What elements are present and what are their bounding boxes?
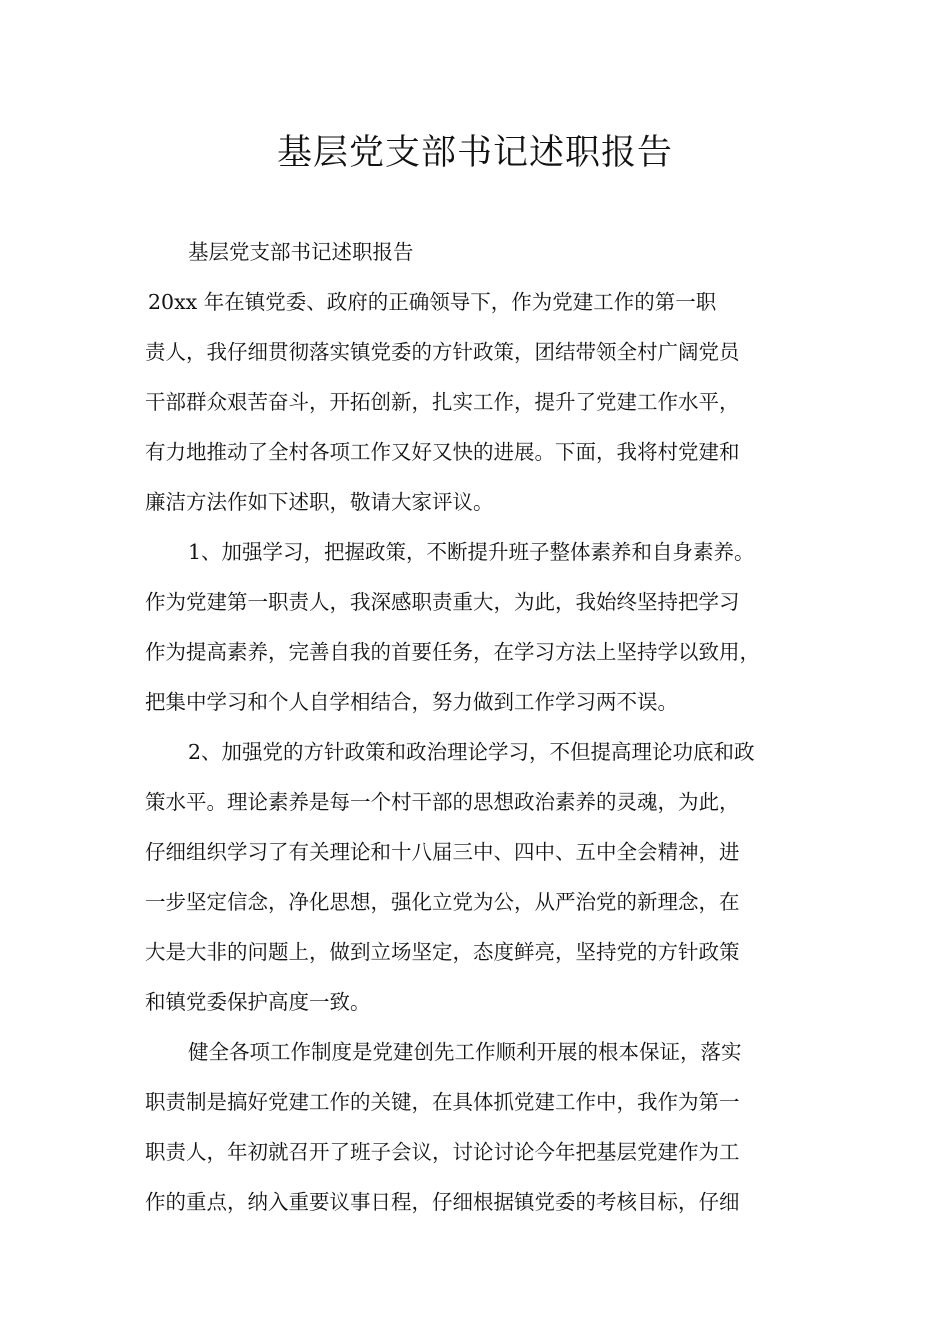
text-line: 20xx 年在镇党委、政府的正确领导下，作为党建工作的第一职 — [148, 290, 717, 314]
subtitle-line: 基层党支部书记述职报告 — [188, 240, 414, 264]
text-line: 职责制是搞好党建工作的关键，在具体抓党建工作中，我作为第一 — [145, 1090, 740, 1114]
text-line: 廉洁方法作如下述职，敬请大家评议。 — [145, 490, 494, 514]
text-line: 策水平。理论素养是每一个村干部的思想政治素养的灵魂，为此， — [145, 790, 740, 814]
text-line: 仔细组织学习了有关理论和十八届三中、四中、五中全会精神，进 — [145, 840, 740, 864]
text-line: 作为提高素养，完善自我的首要任务，在学习方法上坚持学以致用， — [145, 640, 760, 664]
text-line: 把集中学习和个人自学相结合，努力做到工作学习两不误。 — [145, 690, 678, 714]
text-line: 有力地推动了全村各项工作又好又快的进展。下面，我将村党建和 — [145, 440, 740, 464]
document-title: 基层党支部书记述职报告 — [276, 133, 673, 173]
text-line: 大是大非的问题上，做到立场坚定，态度鲜亮，坚持党的方针政策 — [145, 940, 740, 964]
text-line: 和镇党委保护高度一致。 — [145, 990, 371, 1014]
text-line: 2、加强党的方针政策和政治理论学习，不但提高理论功底和政 — [188, 740, 755, 764]
text-line: 作的重点，纳入重要议事日程，仔细根据镇党委的考核目标，仔细 — [145, 1190, 740, 1214]
text-line: 健全各项工作制度是党建创先工作顺利开展的根本保证，落实 — [188, 1040, 742, 1064]
text-line: 1、加强学习，把握政策，不断提升班子整体素养和自身素养。 — [188, 540, 755, 564]
text-line: 一步坚定信念，净化思想，强化立党为公，从严治党的新理念，在 — [145, 890, 740, 914]
text-line: 作为党建第一职责人，我深感职责重大，为此，我始终坚持把学习 — [145, 590, 740, 614]
text-line: 责人，我仔细贯彻落实镇党委的方针政策，团结带领全村广阔党员 — [145, 340, 740, 364]
text-line: 干部群众艰苦奋斗，开拓创新，扎实工作，提升了党建工作水平， — [145, 390, 740, 414]
text-line: 职责人，年初就召开了班子会议，讨论讨论今年把基层党建作为工 — [145, 1140, 740, 1164]
